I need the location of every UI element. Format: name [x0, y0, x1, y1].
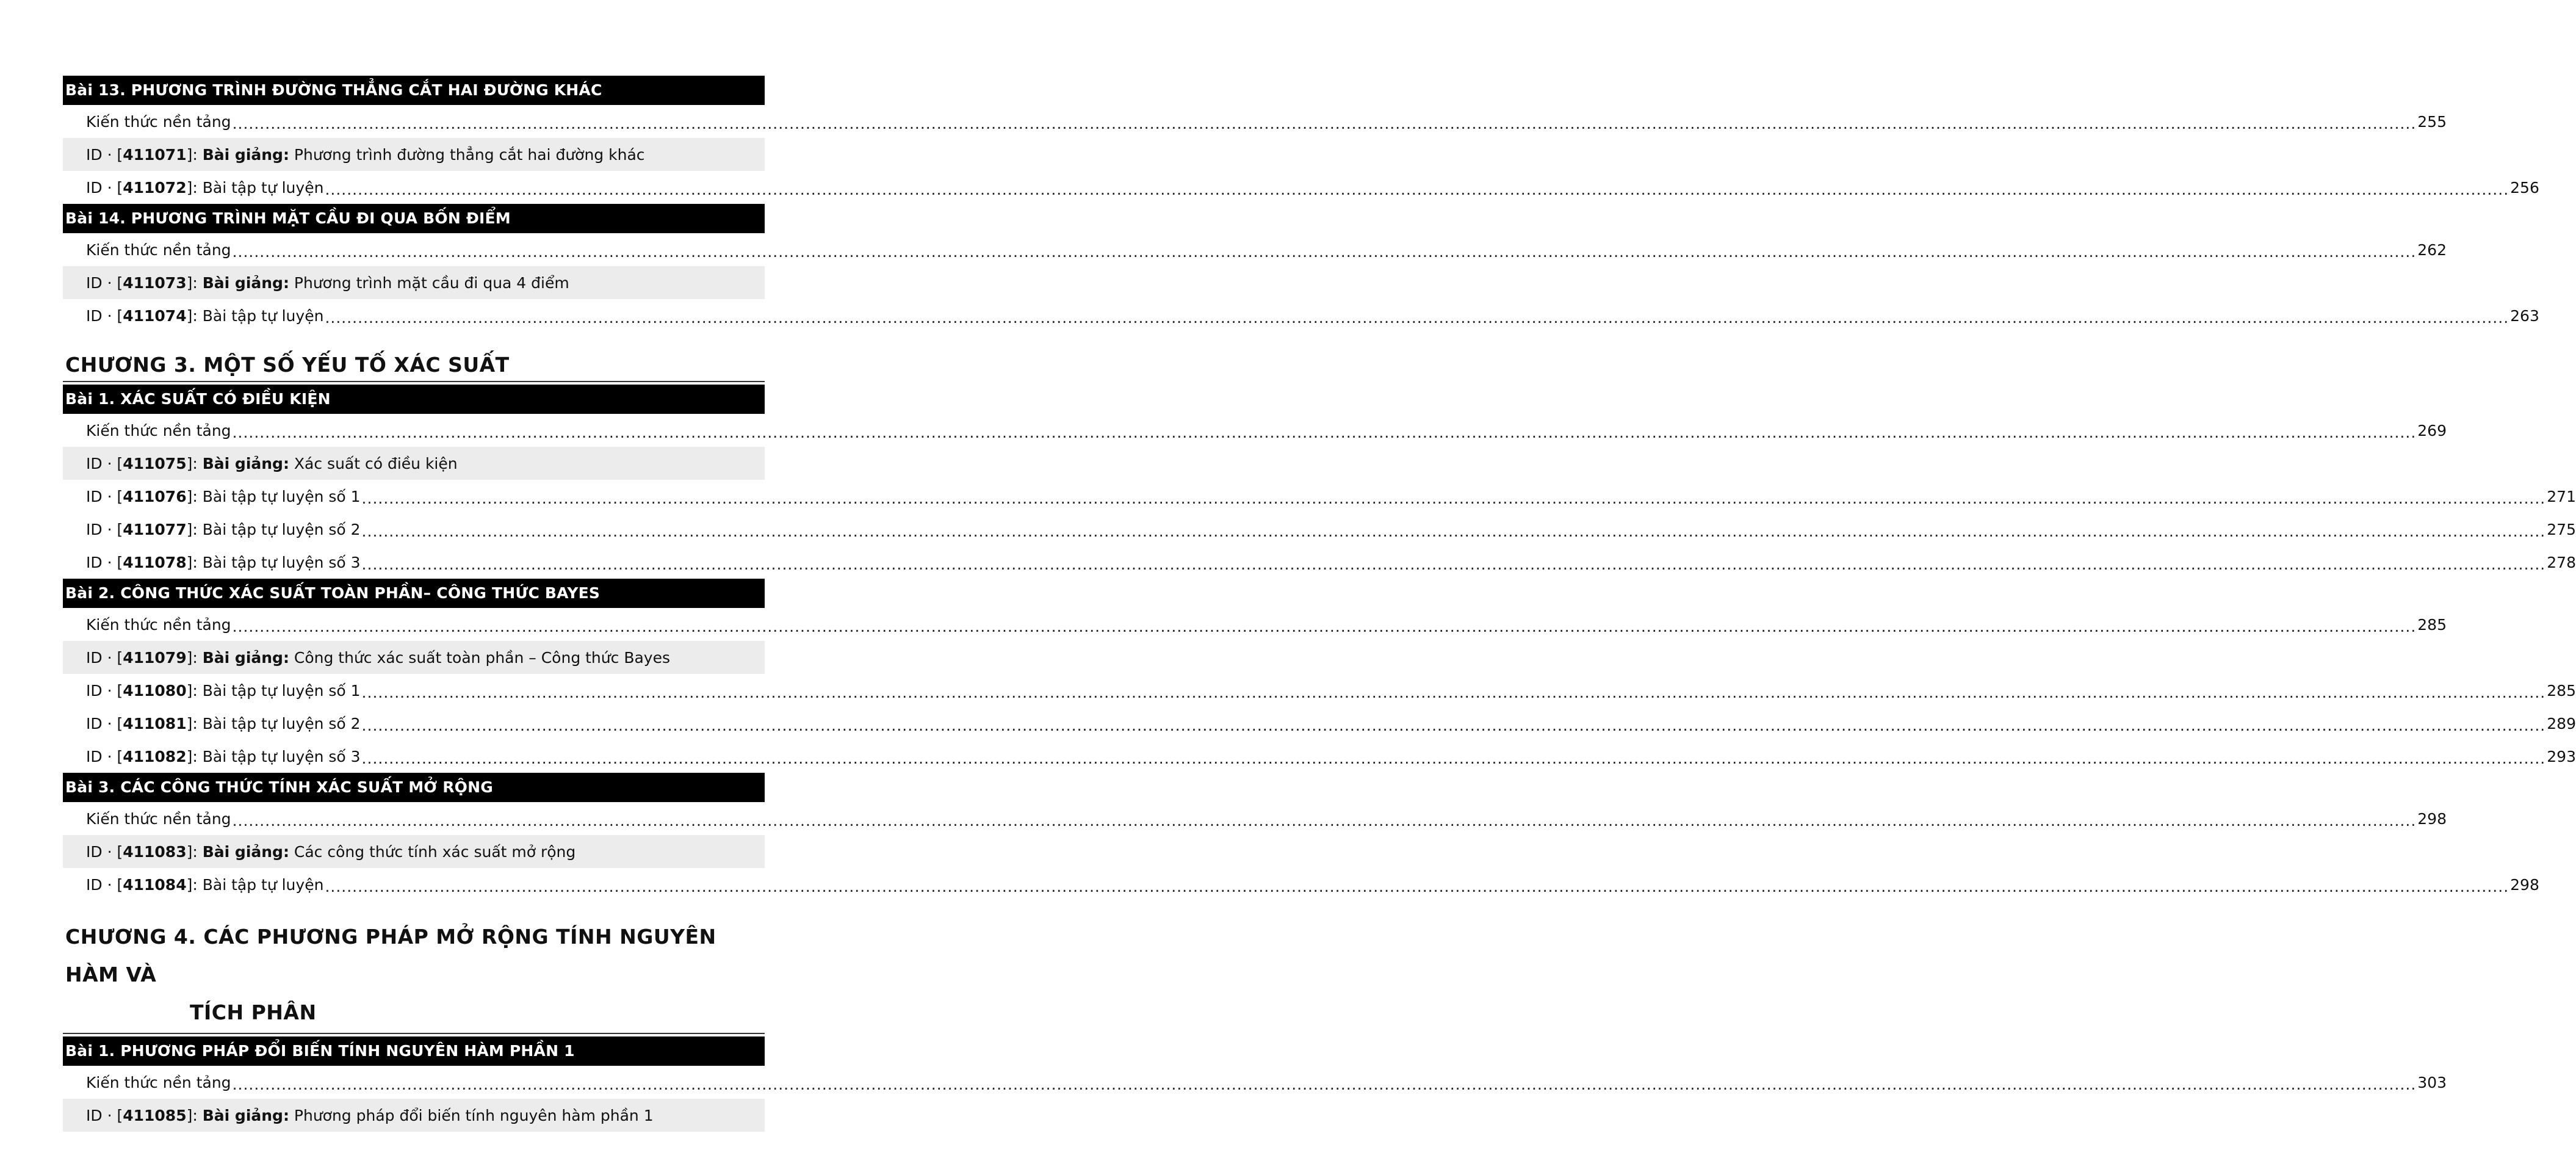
entry-text: [86, 455, 458, 472]
lesson-id: 411082: [123, 747, 187, 765]
dot-leader: ................................................................................................................................................................................................................................................................................................................................................................................................................: [361, 523, 2546, 540]
section-header: Bài 3. CÁC CÔNG THỨC TÍNH XÁC SUẤT MỞ RỘNG: [63, 773, 765, 802]
lesson-id: 411079: [123, 648, 187, 667]
lecture-entry[interactable]: [63, 266, 765, 299]
lecture-label: Bài giảng:: [202, 145, 289, 164]
id-prefix: ID · [: [86, 747, 123, 765]
dot-leader: ................................................................................................................................................................................................................................................................................................................................................................................................................: [325, 878, 2509, 895]
chapter-heading-line: CHƯƠNG 4. CÁC PHƯƠNG PHÁP MỞ RỘNG TÍNH NGUYÊN HÀM VÀ: [65, 925, 716, 986]
lesson-id: 411074: [123, 306, 187, 325]
id-suffix: ]:: [186, 273, 203, 292]
id-suffix: ]:: [186, 145, 203, 164]
lecture-label: Bài giảng:: [202, 1106, 289, 1124]
toc-entry[interactable]: [63, 299, 2539, 332]
lecture-label: Bài giảng:: [202, 842, 289, 861]
toc-entry[interactable]: [63, 740, 2576, 773]
id-prefix: ID · [: [86, 714, 123, 733]
lecture-label: Bài giảng:: [202, 454, 289, 472]
id-prefix: ID · [: [86, 1106, 123, 1124]
entry-label: Kiến thức nền tảng: [86, 241, 231, 259]
chapter-heading: [63, 918, 765, 1034]
chapter-heading-line: TÍCH PHÂN: [190, 1000, 317, 1024]
chapter-heading-line: CHƯƠNG 3. MỘT SỐ YẾU TỐ XÁC SUẤT: [65, 353, 510, 377]
entry-label: Kiến thức nền tảng: [86, 1073, 231, 1091]
entry-label: Bài tập tự luyện số 1: [202, 487, 361, 505]
entry-text: [86, 307, 323, 325]
entry-label: Kiến thức nền tảng: [86, 809, 231, 828]
page-number: 275: [2547, 520, 2576, 538]
entry-label: Bài tập tự luyện số 2: [202, 520, 361, 538]
lecture-entry[interactable]: [63, 835, 765, 868]
lecture-title: Phương pháp đổi biến tính nguyên hàm phần 1: [289, 1106, 654, 1124]
section-header: Bài 13. PHƯƠNG TRÌNH ĐƯỜNG THẲNG CẮT HAI ĐƯỜNG KHÁC: [63, 76, 765, 105]
lesson-id: 411077: [123, 520, 187, 538]
id-suffix: ]:: [186, 714, 203, 733]
toc-entry[interactable]: [63, 233, 2447, 266]
lesson-id: 411075: [123, 454, 187, 472]
id-suffix: ]:: [186, 648, 203, 667]
entry-label: Kiến thức nền tảng: [86, 112, 231, 131]
id-prefix: ID · [: [86, 648, 123, 667]
page-number: 293: [2547, 747, 2576, 765]
page-number: 269: [2417, 421, 2447, 440]
toc-entry[interactable]: [63, 707, 2576, 740]
lecture-entry[interactable]: [63, 1099, 765, 1132]
id-prefix: ID · [: [86, 875, 123, 894]
lecture-title: Phương trình mặt cầu đi qua 4 điểm: [289, 273, 569, 292]
lesson-id: 411076: [123, 487, 187, 505]
id-suffix: ]:: [186, 842, 203, 861]
toc-entry[interactable]: [63, 105, 2447, 138]
entry-text: [86, 422, 231, 440]
page-number: 256: [2510, 178, 2539, 197]
dot-leader: ................................................................................................................................................................................................................................................................................................................................................................................................................: [361, 555, 2546, 573]
chapter-heading: [63, 349, 765, 382]
id-suffix: ]:: [186, 454, 203, 472]
entry-text: [86, 554, 361, 571]
id-suffix: ]:: [186, 178, 203, 197]
entry-text: [86, 1074, 231, 1091]
entry-label: Kiến thức nền tảng: [86, 421, 231, 440]
entry-label: Bài tập tự luyện: [202, 306, 324, 325]
section-header: Bài 14. PHƯƠNG TRÌNH MẶT CẦU ĐI QUA BỐN ĐIỂM: [63, 204, 765, 233]
lecture-label: Bài giảng:: [202, 273, 289, 292]
dot-leader: ................................................................................................................................................................................................................................................................................................................................................................................................................: [325, 181, 2509, 198]
id-prefix: ID · [: [86, 520, 123, 538]
entry-text: [86, 810, 231, 828]
toc-entry[interactable]: [63, 414, 2447, 447]
toc-entry[interactable]: [63, 802, 2447, 835]
entry-text: [86, 274, 569, 292]
entry-text: [86, 682, 361, 700]
lesson-id: 411080: [123, 681, 187, 700]
id-prefix: ID · [: [86, 178, 123, 197]
lecture-title: Công thức xác suất toàn phần – Công thức Bayes: [289, 648, 670, 667]
lecture-entry[interactable]: [63, 447, 765, 480]
dot-leader: ................................................................................................................................................................................................................................................................................................................................................................................................................: [232, 115, 2417, 132]
page-number: 262: [2417, 241, 2447, 259]
toc-entry[interactable]: [63, 674, 2576, 707]
page-number: 271: [2547, 487, 2576, 505]
id-suffix: ]:: [186, 553, 203, 571]
page-number: 298: [2510, 875, 2539, 894]
table-of-contents: [63, 76, 2576, 1132]
entry-label: Bài tập tự luyện số 3: [202, 553, 361, 571]
lecture-title: Phương trình đường thẳng cắt hai đường khác: [289, 145, 645, 164]
page-number: 263: [2510, 306, 2539, 325]
section-header: Bài 1. XÁC SUẤT CÓ ĐIỀU KIỆN: [63, 385, 765, 414]
id-prefix: ID · [: [86, 454, 123, 472]
id-prefix: ID · [: [86, 306, 123, 325]
entry-text: [86, 1107, 654, 1124]
entry-label: Bài tập tự luyện số 3: [202, 747, 361, 765]
id-suffix: ]:: [186, 306, 203, 325]
id-prefix: ID · [: [86, 273, 123, 292]
lesson-id: 411081: [123, 714, 187, 733]
dot-leader: ................................................................................................................................................................................................................................................................................................................................................................................................................: [232, 1076, 2417, 1093]
section-header: Bài 2. CÔNG THỨC XÁC SUẤT TOÀN PHẦN– CÔNG THỨC BAYES: [63, 579, 765, 608]
lecture-entry[interactable]: [63, 641, 765, 674]
lecture-entry[interactable]: [63, 138, 765, 171]
id-prefix: ID · [: [86, 553, 123, 571]
entry-label: Bài tập tự luyện: [202, 178, 324, 197]
section-header: Bài 1. PHƯƠNG PHÁP ĐỔI BIẾN TÍNH NGUYÊN HÀM PHẦN 1: [63, 1036, 765, 1066]
toc-entry[interactable]: [63, 546, 2576, 579]
entry-text: [86, 146, 645, 164]
dot-leader: ................................................................................................................................................................................................................................................................................................................................................................................................................: [361, 684, 2546, 701]
dot-leader: ................................................................................................................................................................................................................................................................................................................................................................................................................: [361, 750, 2546, 767]
toc-entry[interactable]: [63, 513, 2576, 546]
entry-text: [86, 748, 361, 765]
entry-text: [86, 179, 323, 197]
id-suffix: ]:: [186, 487, 203, 505]
dot-leader: ................................................................................................................................................................................................................................................................................................................................................................................................................: [232, 812, 2417, 830]
entry-text: [86, 521, 361, 538]
entry-text: [86, 488, 361, 505]
lesson-id: 411078: [123, 553, 187, 571]
toc-entry[interactable]: [63, 868, 2539, 901]
toc-entry[interactable]: [63, 1066, 2447, 1099]
id-prefix: ID · [: [86, 487, 123, 505]
lesson-id: 411071: [123, 145, 187, 164]
dot-leader: ................................................................................................................................................................................................................................................................................................................................................................................................................: [361, 717, 2546, 734]
page-number: 285: [2547, 681, 2576, 700]
page-number: 298: [2417, 809, 2447, 828]
page-number: 303: [2417, 1073, 2447, 1091]
id-prefix: ID · [: [86, 145, 123, 164]
lesson-id: 411084: [123, 875, 187, 894]
lesson-id: 411085: [123, 1106, 187, 1124]
entry-label: Bài tập tự luyện số 1: [202, 681, 361, 700]
lecture-label: Bài giảng:: [202, 648, 289, 667]
entry-label: Bài tập tự luyện số 2: [202, 714, 361, 733]
id-suffix: ]:: [186, 1106, 203, 1124]
lecture-title: Xác suất có điều kiện: [289, 454, 458, 472]
id-prefix: ID · [: [86, 681, 123, 700]
entry-text: [86, 843, 575, 861]
lecture-title: Các công thức tính xác suất mở rộng: [289, 842, 576, 861]
entry-text: [86, 715, 361, 733]
id-suffix: ]:: [186, 875, 203, 894]
entry-text: [86, 876, 323, 894]
entry-text: [86, 616, 231, 634]
page-number: 255: [2417, 112, 2447, 131]
toc-entry[interactable]: [63, 171, 2539, 204]
entry-label: Bài tập tự luyện: [202, 875, 324, 894]
entry-text: [86, 241, 231, 259]
id-suffix: ]:: [186, 747, 203, 765]
dot-leader: ................................................................................................................................................................................................................................................................................................................................................................................................................: [232, 243, 2417, 261]
dot-leader: ................................................................................................................................................................................................................................................................................................................................................................................................................: [232, 424, 2417, 441]
entry-text: [86, 113, 231, 131]
toc-entry[interactable]: [63, 608, 2447, 641]
page-number: 285: [2417, 615, 2447, 634]
page-number: 278: [2547, 553, 2576, 571]
lesson-id: 411072: [123, 178, 187, 197]
toc-entry[interactable]: [63, 480, 2576, 513]
dot-leader: ................................................................................................................................................................................................................................................................................................................................................................................................................: [325, 309, 2509, 327]
lesson-id: 411083: [123, 842, 187, 861]
id-suffix: ]:: [186, 681, 203, 700]
dot-leader: ................................................................................................................................................................................................................................................................................................................................................................................................................: [361, 490, 2546, 507]
page-number: 289: [2547, 714, 2576, 733]
id-prefix: ID · [: [86, 842, 123, 861]
entry-label: Kiến thức nền tảng: [86, 615, 231, 634]
id-suffix: ]:: [186, 520, 203, 538]
entry-text: [86, 649, 670, 667]
lesson-id: 411073: [123, 273, 187, 292]
dot-leader: ................................................................................................................................................................................................................................................................................................................................................................................................................: [232, 618, 2417, 635]
